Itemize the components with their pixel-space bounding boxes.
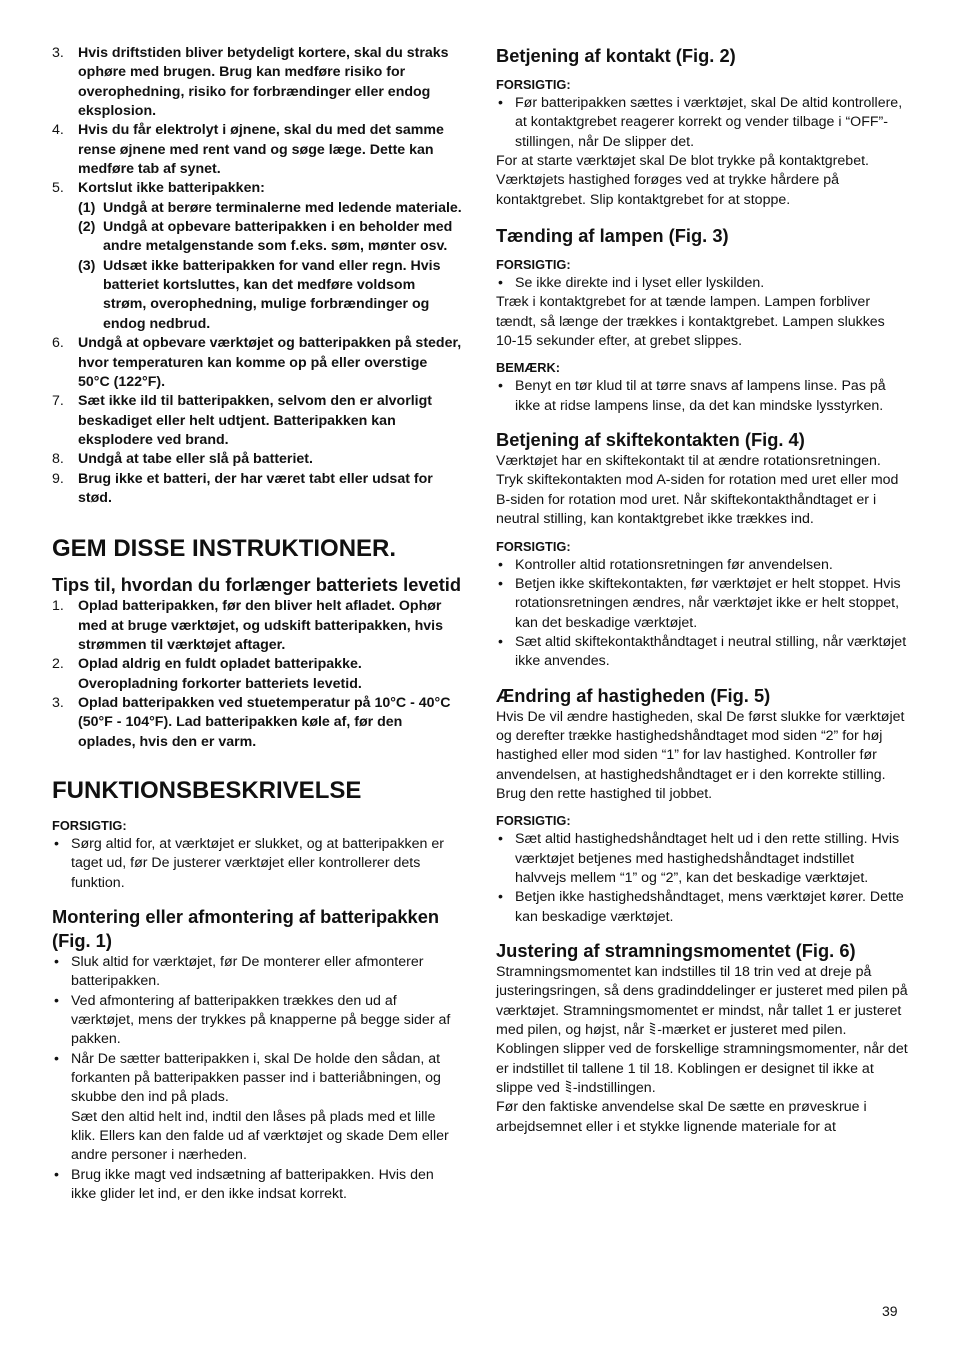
caution-label: FORSIGTIG: [496, 813, 571, 829]
sub-list-item: (2) Undgå at opbevare batteripakken i en beholder med andre metalgenstande som f.eks. søm, mønter osv. [78, 219, 453, 255]
caution-label: FORSIGTIG: [496, 257, 571, 273]
list-item: 7. Sæt ikke ild til batteripakken, selvom den er alvorligt beskadiget eller helt udtjent. Batteripakken kan eksplodere ved brand. [52, 393, 433, 448]
reverse-switch-heading: Betjening af skiftekontakten (Fig. 4) [496, 429, 805, 451]
switch-heading: Betjening af kontakt (Fig. 2) [496, 45, 736, 66]
torque-text: Stramningsmomentet kan indstilles til 18 trin ved at dreje på justeringsringen, så dens gradinddelinger er justeret med pilen på værktøjet. Stramningsmomentet er mindst, når tallet 1 er justeret med pilen, og højst, når -mærket er justeret med pilen. [496, 964, 908, 1039]
list-item: • Ved afmontering af batteripakken trækkes den ud af værktøjet, mens der trykkes på knapperne på begge sider af pakken. [54, 992, 451, 1048]
list-item: • Betjen ikke hastighedshåndtaget, mens værktøjet kører. Dette kan beskadige værktøjet. [498, 889, 904, 925]
list-item: 9. Brug ikke et batteri, der har været tabt eller udsat for stød. [52, 470, 433, 506]
caution-label: FORSIGTIG: [496, 538, 571, 554]
list-item: • Kontroller altid rotationsretningen før anvendelsen. [498, 556, 833, 573]
reverse-caution-list [496, 556, 908, 672]
list-item: 5. Kortslut ikke batteripakken: [52, 180, 265, 197]
mount-battery-list [52, 953, 462, 1204]
lamp-heading: Tænding af lampen (Fig. 3) [496, 225, 729, 247]
list-item: • Sæt altid skiftekontakthåndtaget i neutral stilling, når værktøjet ikke anvendes. [498, 633, 907, 670]
caution-label: FORSIGTIG: [496, 77, 571, 92]
list-item: • Når De sætter batteripakken i, skal De holde den sådan, at forkanten på batteripakken passer ind i batteriåbningen, og skubbe den ind på plads. Sæt den altid helt ind, indtil den låses på plads med et lille klik. Ellers kan den falde ud af værktøjet og skade Dem eller andre personer i nærheden. [54, 1050, 449, 1164]
list-item: 4. Hvis du får elektrolyt i øjnene, skal du med det samme rense øjnene med rent vand og søge læge. Dette kan medføre tab af synet. [52, 122, 444, 178]
speed-caution-list [496, 830, 908, 927]
torque-text: Før den faktiske anvendelse skal De sætte en prøveskrue i arbejdsemnet eller i et stykke lignende materiale for at [496, 1099, 867, 1135]
caution-label: FORSIGTIG: [52, 818, 127, 833]
note-bullet: • Benyt en tør klud til at tørre snavs af lampens linse. Pas på ikke at ridse lampens linse, da det kan mindske lysstyrken. [498, 378, 886, 414]
list-item: • Betjen ikke skiftekontakten, før værktøjet er helt stoppet. Hvis rotationsretningen ændres, når værktøjet ikke er helt stoppet, kan det beskadige værktøjet. [498, 575, 901, 631]
list-item: • Sæt altid hastighedshåndtaget helt ud i den rette stilling. Hvis værktøjet betjenes med hastighedshåndtaget indstillet halvvejs mellem “1” og “2”, kan det beskadige værktøjet. [498, 831, 900, 886]
list-item: 1. Oplad batteripakken, før den bliver helt afladet. Ophør med at bruge værktøjet, og udskift batteripakken, hvis strømmen til værktøjet aftager. [52, 598, 444, 653]
tips-list [52, 597, 462, 752]
torque-heading: Justering af stramningsmomentet (Fig. 6) [496, 940, 856, 961]
drill-mode-icon [648, 1022, 657, 1036]
list-item: 6. Undgå at opbevare værktøjet og batteripakken på steder, hvor temperaturen kan komme op på eller overstige 50°C (122°F). [52, 335, 462, 390]
list-item: 3. Hvis driftstiden bliver betydeligt kortere, skal du straks ophøre med brugen. Brug kan medføre risiko for overophedning, risiko for forbrændinger eller endog eksplosion. [52, 45, 449, 120]
mount-battery-heading: Montering eller afmontering af batteripakken (Fig. 1) [52, 906, 440, 952]
drill-mode-icon [564, 1080, 573, 1094]
list-item: 3. Oplad batteripakken ved stuetemperatur på 10°C - 40°C (50°F - 104°F). Lad batteripakken køle af, før den oplades, hvis den er varm. [52, 694, 451, 750]
battery-warnings-list [52, 44, 462, 508]
switch-text: For at starte værktøjet skal De blot trykke på kontaktgrebet. Værktøjets hastighed forøges ved at trykke hårdere på kontaktgrebet. Slip kontaktgrebet for at stoppe. [496, 153, 869, 208]
list-item: • Brug ikke magt ved indsætning af batteripakken. Hvis den ikke glider let ind, er den ikke indsat korrekt. [54, 1166, 434, 1203]
note-label: BEMÆRK: [496, 360, 560, 376]
list-item: 8. Undgå at tabe eller slå på batteriet. [52, 451, 313, 468]
right-column [496, 44, 908, 1137]
speed-text: Hvis De vil ændre hastigheden, skal De først slukke for værktøjet og derefter trække hastighedshåndtaget mod siden “2” for høj hastighed eller mod siden “1” for lav hastighed. Kontroller før anvendelsen, at hastighedshåndtaget er i den korrekte stilling. Brug den rette hastighed til jobbet. [496, 708, 905, 802]
torque-text: Koblingen slipper ved de forskellige stramningsmomenter, når det er indstillet til tallene 1 til 18. Koblingen er designet til ikke at slippe ved -indstillingen. [496, 1041, 908, 1097]
speed-heading: Ændring af hastigheden (Fig. 5) [496, 684, 771, 706]
left-column [52, 44, 462, 1205]
caution-bullet: • Se ikke direkte ind i lyset eller lyskilden. [498, 275, 765, 292]
list-item: 2. Oplad aldrig en fuldt opladet batteripakke. Overopladning forkorter batteriets levetid. [52, 656, 362, 692]
caution-bullet: • Sørg altid for, at værktøjet er slukket, og at batteripakken er taget ud, før De justerer værktøjet eller kontrollerer dets funktion. [54, 836, 444, 891]
function-description-heading: FUNKTIONSBESKRIVELSE [52, 777, 362, 804]
page-number: 39 [882, 1303, 898, 1319]
sub-list-item: (1) Undgå at berøre terminalerne med ledende materiale. [78, 199, 462, 216]
tips-heading: Tips til, hvordan du forlænger batteriets levetid [52, 574, 462, 596]
save-instructions-heading: GEM DISSE INSTRUKTIONER. [52, 535, 397, 563]
caution-bullet: • Før batteripakken sættes i værktøjet, skal De altid kontrollere, at kontaktgrebet reagerer korrekt og vender tilbage i “OFF”-stillingen, når De slipper det. [498, 95, 903, 150]
sub-list-item: (3) Udsæt ikke batteripakken for vand eller regn. Hvis batteriet kortsluttes, kan det medføre voldsom strøm, overophedning, mulige forbrændinger og endog nedbrud. [78, 257, 441, 332]
lamp-text: Træk i kontaktgrebet for at tænde lampen. Lampen forbliver tændt, så længe der trækkes i kontaktgrebet. Lampen slukkes 10-15 sekunder efter, at grebet slippes. [496, 294, 885, 350]
list-item: • Sluk altid for værktøjet, før De monterer eller afmonterer batteripakken. [54, 954, 424, 990]
reverse-switch-text: Værktøjet har en skiftekontakt til at ændre rotationsretningen. Tryk skiftekontakten mod A-siden for rotation med uret eller mod B-siden for rotation mod uret. Når skiftekontakthåndtaget er i neutral stilling, kan kontaktgrebet ikke trækkes ind. [496, 453, 899, 528]
